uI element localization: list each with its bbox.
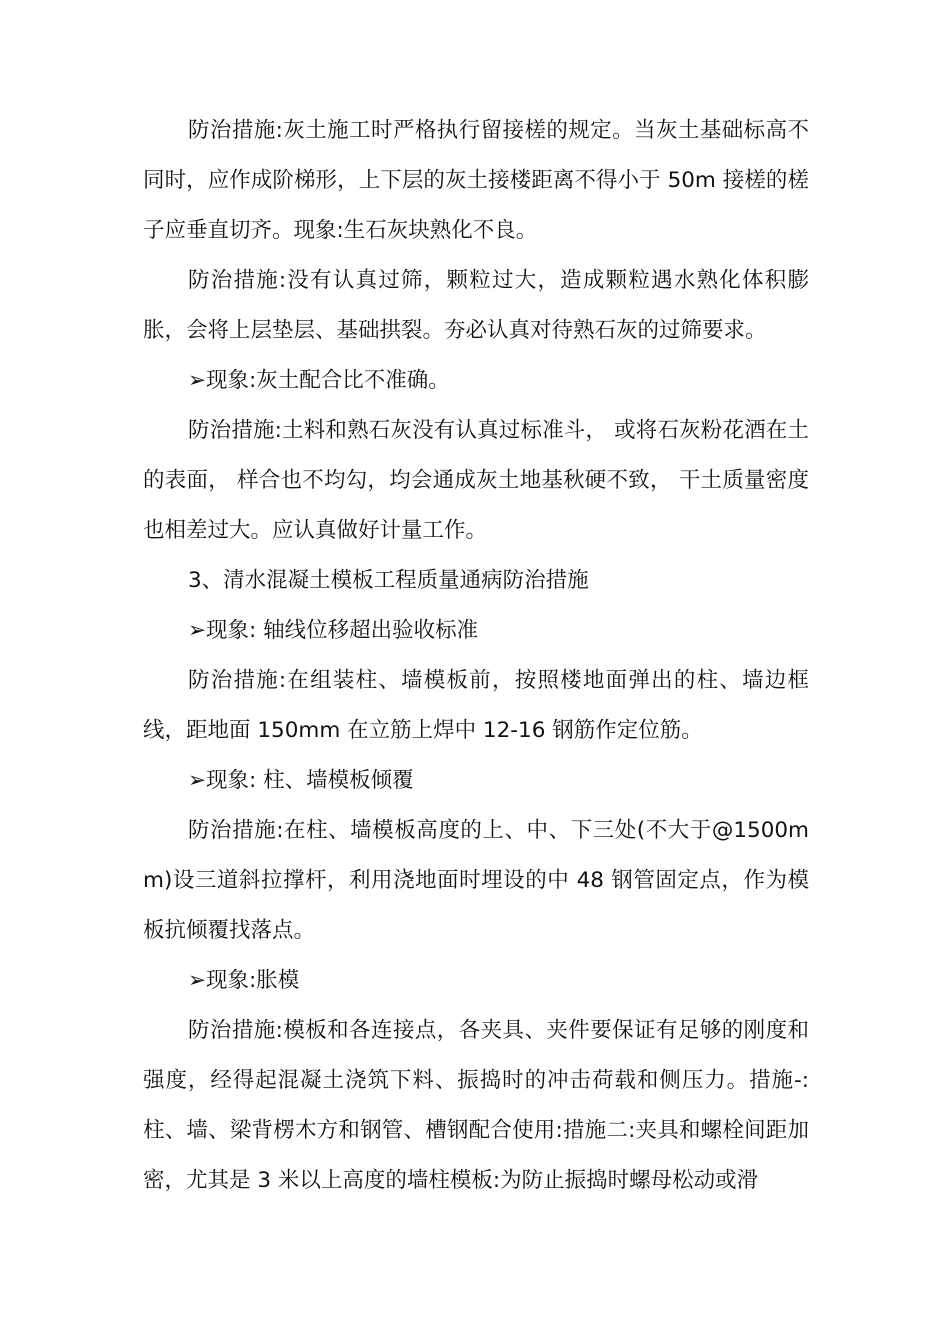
paragraph-phenomenon-bulging: ➢现象:胀模 [188,968,300,993]
paragraph-phenomenon-overturning: ➢现象: 柱、墙模板倾覆 [188,768,414,793]
paragraph-phenomenon-mix-ratio: ➢现象:灰土配合比不准确。 [188,368,450,393]
paragraph-bulging-measures: 防治措施:模板和各连接点，各夹具、夹件要保证有足够的刚度和强度，经得起混凝土浇筑下料、振捣时的冲击荷载和侧压力。措施-:柱、墙、梁背楞木方和钢管、槽钢配合使用:措施二:夹具和螺栓间距加密，尤其是 3 米以上高度的墙柱模板:为防止振捣时螺母松动或滑 [143,1018,809,1193]
paragraph-lime-soil-joint-measures: 防治措施:灰土施工时严格执行留接槎的规定。当灰土基础标高不同时，应作成阶梯形，上下层的灰土接楼距离不得小于 50m 接槎的槎子应垂直切齐。现象:生石灰块熟化不良。 [143,118,809,243]
paragraph-phenomenon-axis-offset: ➢现象: 轴线位移超出验收标准 [188,618,479,643]
section-heading-formwork: 3、清水混凝土模板工程质量通病防治措施 [188,568,589,593]
paragraph-overturning-measures: 防治措施:在柱、墙模板高度的上、中、下三处(不大于@1500mm)设三道斜拉撑杆，利用浇地面时埋设的中 48 钢管固定点，作为模板抗倾覆找落点。 [143,818,809,943]
paragraph-sieving-measures: 防治措施:没有认真过筛，颗粒过大，造成颗粒遇水熟化体积膨胀，会将上层垫层、基础拱裂。夯必认真对待熟石灰的过筛要求。 [143,268,809,343]
paragraph-mix-ratio-measures: 防治措施:土料和熟石灰没有认真过标准斗， 或将石灰粉花酒在土的表面， 样合也不均勾，均会通成灰土地基秋硬不致， 干土质量密度也相差过大。应认真做好计量工作。 [143,418,809,543]
paragraph-axis-offset-measures: 防治措施:在组装柱、墙模板前，按照楼地面弹出的柱、墙边框线，距地面 150mm 在立筋上焊中 12-16 钢筋作定位筋。 [143,668,809,743]
document-body [143,106,809,1206]
